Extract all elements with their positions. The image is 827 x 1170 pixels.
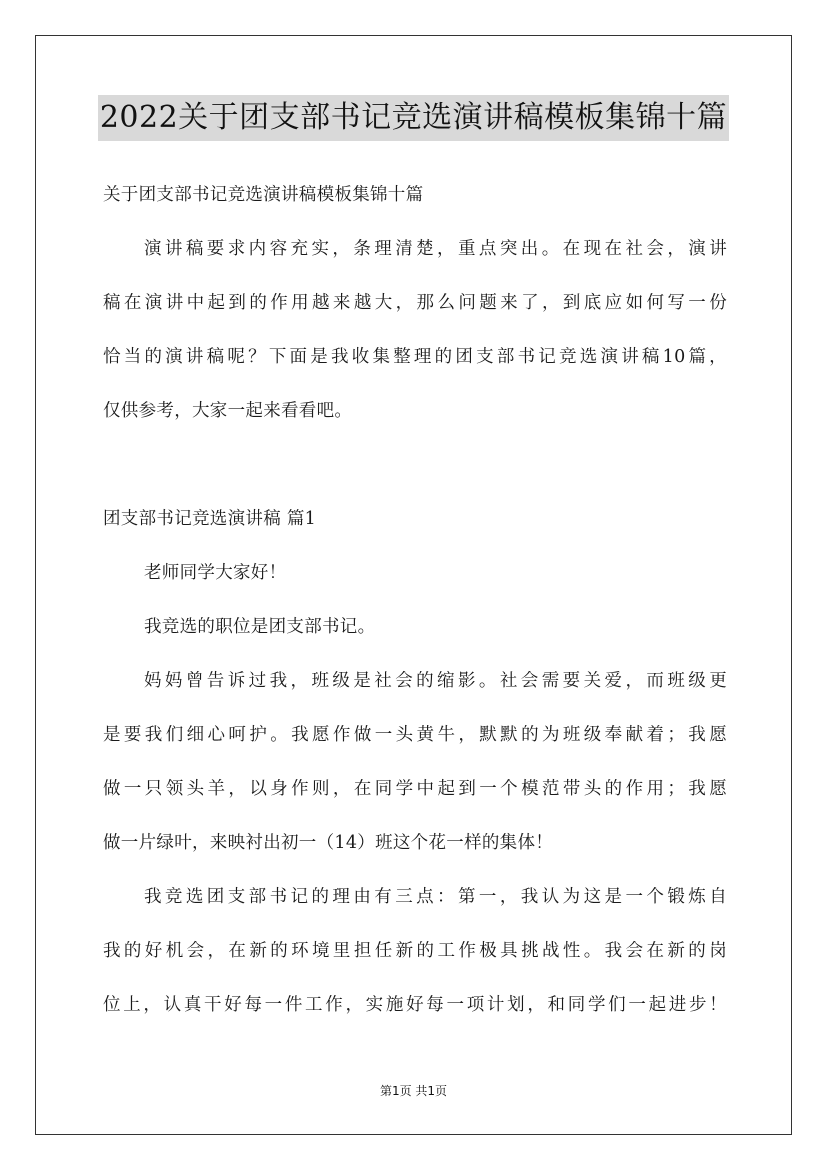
greeting: 老师同学大家好！ [144,563,287,583]
paragraph-gap [103,438,727,492]
intro-line: 演讲稿要求内容充实，条理清楚，重点突出。在现在社会，演讲 [144,239,727,259]
paragraph-line: 我的好机会，在新的环境里担任新的工作极具挑战性。我会在新的岗 [103,941,727,961]
paragraph-line: 我竞选团支部书记的理由有三点：第一，我认为这是一个锻炼自 [144,887,727,907]
paragraph-line: 做一片绿叶，来映衬出初一（14）班这个花一样的集体！ [103,833,554,853]
title-wrapper [0,95,827,141]
document-title: 2022关于团支部书记竞选演讲稿模板集锦十篇 [98,95,729,141]
paragraph-line: 妈妈曾告诉过我，班级是社会的缩影。社会需要关爱，而班级更 [144,671,727,691]
intro-line: 仅供参考，大家一起来看看吧。 [103,401,353,421]
intro-line: 稿在演讲中起到的作用越来越大，那么问题来了，到底应如何写一份 [103,293,727,313]
paragraph-line: 是要我们细心呵护。我愿作做一头黄牛，默默的为班级奉献着；我愿 [103,725,727,745]
position-line: 我竞选的职位是团支部书记。 [144,617,376,637]
section-heading: 团支部书记竞选演讲稿 篇1 [103,509,317,529]
paragraph-line: 位上，认真干好每一件工作，实施好每一项计划，和同学们一起进步！ [103,995,727,1015]
intro-line: 恰当的演讲稿呢？下面是我收集整理的团支部书记竞选演讲稿10篇， [103,347,727,367]
document-body [103,168,727,1032]
document-subtitle: 关于团支部书记竞选演讲稿模板集锦十篇 [103,185,424,205]
paragraph-line: 做一只领头羊，以身作则，在同学中起到一个模范带头的作用；我愿 [103,779,727,799]
page-footer: 第1页 共1页 [379,1084,448,1098]
